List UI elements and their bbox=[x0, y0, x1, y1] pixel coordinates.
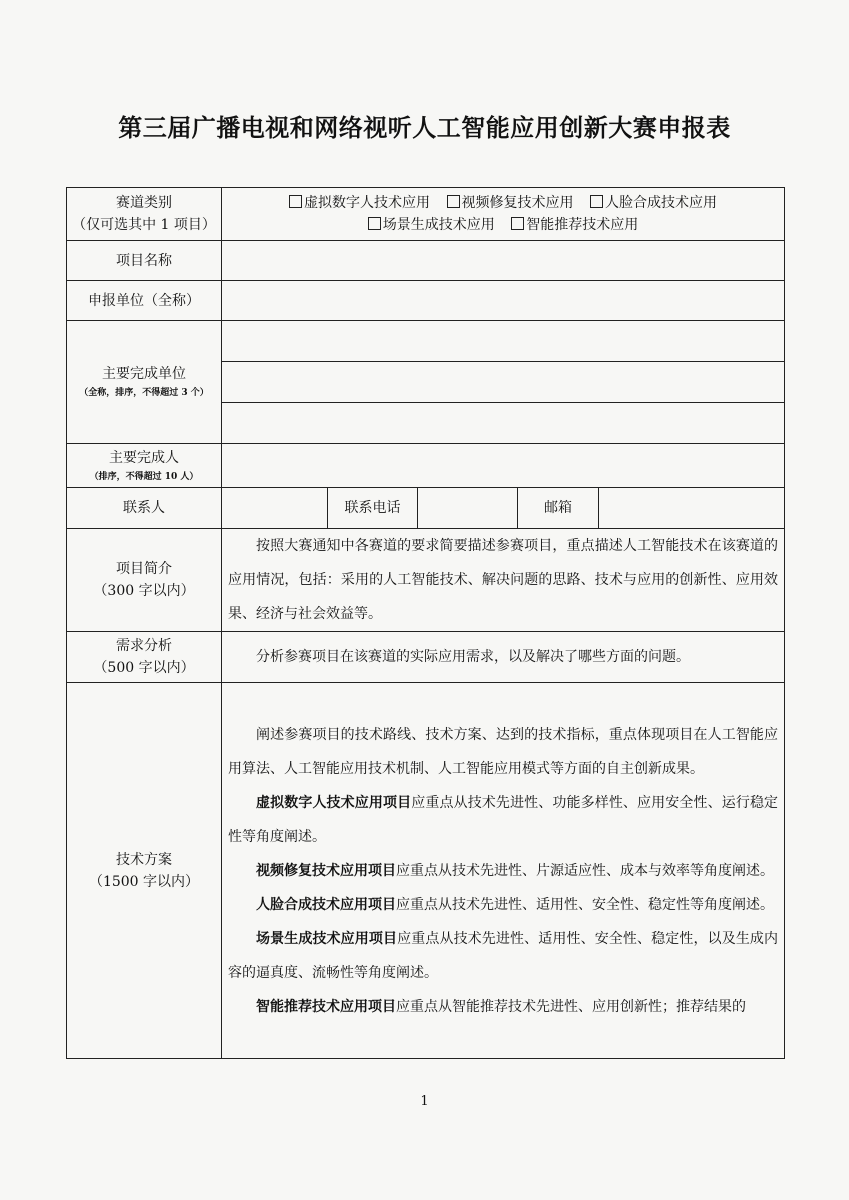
main-unit-field-2[interactable] bbox=[222, 362, 785, 403]
main-units-note: （全称，排序，不得超过 3 个） bbox=[79, 388, 209, 398]
tech-item: 智能推荐技术应用项目应重点从智能推荐技术先进性、应用创新性；推荐结果的 bbox=[256, 998, 746, 1015]
tech-item: 视频修复技术应用项目应重点从技术先进性、片源适应性、成本与效率等角度阐述。 bbox=[256, 862, 774, 879]
main-units-row bbox=[67, 321, 785, 362]
email-field[interactable] bbox=[599, 488, 785, 529]
track-option[interactable]: 智能推荐技术应用 bbox=[511, 217, 638, 233]
applicant-field[interactable] bbox=[222, 281, 785, 321]
tech-label-cell bbox=[67, 683, 222, 1059]
project-name-field[interactable] bbox=[222, 241, 785, 281]
contact-label: 联系人 bbox=[67, 488, 222, 529]
applicant-label: 申报单位（全称） bbox=[67, 281, 222, 321]
page-number: 1 bbox=[420, 1094, 429, 1109]
needs-label: 需求分析 bbox=[116, 638, 172, 654]
checkbox[interactable] bbox=[289, 195, 302, 208]
applicant-row bbox=[67, 281, 785, 321]
track-option[interactable]: 场景生成技术应用 bbox=[368, 217, 495, 233]
main-persons-label-cell bbox=[67, 444, 222, 488]
track-label-note: （仅可选其中 1 项目） bbox=[72, 217, 216, 233]
track-option[interactable]: 视频修复技术应用 bbox=[447, 195, 574, 211]
track-option[interactable]: 人脸合成技术应用 bbox=[590, 195, 717, 211]
main-unit-field-3[interactable] bbox=[222, 403, 785, 444]
tech-item: 场景生成技术应用项目应重点从技术先进性、适用性、安全性、稳定性，以及生成内容的逼真度、流畅性等角度阐述。 bbox=[228, 930, 779, 981]
tech-note: （1500 字以内） bbox=[88, 873, 200, 890]
intro-note: （300 字以内） bbox=[93, 583, 195, 599]
intro-row bbox=[67, 529, 785, 632]
checkbox[interactable] bbox=[368, 217, 381, 230]
intro-text: 按照大赛通知中各赛道的要求简要描述参赛项目，重点描述人工智能技术在该赛道的应用情况，包括：采用的人工智能技术、解决问题的思路、技术与应用的创新性、应用效果、经济与社会效益等。 bbox=[228, 538, 779, 622]
checkbox[interactable] bbox=[447, 195, 460, 208]
needs-row bbox=[67, 632, 785, 683]
needs-note: （500 字以内） bbox=[93, 660, 195, 676]
main-units-label-cell bbox=[67, 321, 222, 444]
track-row bbox=[67, 188, 785, 241]
needs-text: 分析参赛项目在该赛道的实际应用需求，以及解决了哪些方面的问题。 bbox=[256, 649, 690, 665]
needs-field[interactable] bbox=[222, 632, 785, 683]
project-name-label: 项目名称 bbox=[67, 241, 222, 281]
intro-label-cell bbox=[67, 529, 222, 632]
phone-field[interactable] bbox=[418, 488, 518, 529]
tech-row bbox=[67, 683, 785, 1059]
track-label-cell bbox=[67, 188, 222, 241]
main-persons-label: 主要完成人 bbox=[109, 449, 179, 466]
track-options bbox=[222, 188, 785, 241]
track-label: 赛道类别 bbox=[116, 195, 172, 211]
application-form bbox=[66, 187, 785, 1059]
tech-item: 人脸合成技术应用项目应重点从技术先进性、适用性、安全性、稳定性等角度阐述。 bbox=[256, 896, 774, 913]
page-title: 第三届广播电视和网络视听人工智能应用创新大赛申报表 bbox=[118, 114, 731, 142]
phone-label: 联系电话 bbox=[328, 488, 418, 529]
email-label: 邮箱 bbox=[518, 488, 599, 529]
tech-field[interactable] bbox=[222, 683, 785, 1059]
main-persons-row bbox=[67, 444, 785, 488]
main-persons-note: （排序，不得超过 10 人） bbox=[89, 471, 199, 482]
main-unit-field-1[interactable] bbox=[222, 321, 785, 362]
tech-intro: 阐述参赛项目的技术路线、技术方案、达到的技术指标，重点体现项目在人工智能应用算法、人工智能应用技术机制、人工智能应用模式等方面的自主创新成果。 bbox=[228, 726, 779, 777]
tech-label: 技术方案 bbox=[116, 851, 172, 868]
intro-field[interactable] bbox=[222, 529, 785, 632]
checkbox[interactable] bbox=[590, 195, 603, 208]
contact-field[interactable] bbox=[222, 488, 328, 529]
track-option[interactable]: 虚拟数字人技术应用 bbox=[289, 195, 430, 211]
main-units-label: 主要完成单位 bbox=[102, 366, 186, 382]
tech-item: 虚拟数字人技术应用项目应重点从技术先进性、功能多样性、应用安全性、运行稳定性等角度阐述。 bbox=[228, 794, 779, 845]
main-persons-field[interactable] bbox=[222, 444, 785, 488]
intro-label: 项目简介 bbox=[116, 561, 172, 577]
project-name-row bbox=[67, 241, 785, 281]
contact-row bbox=[67, 488, 785, 529]
checkbox[interactable] bbox=[511, 217, 524, 230]
needs-label-cell bbox=[67, 632, 222, 683]
